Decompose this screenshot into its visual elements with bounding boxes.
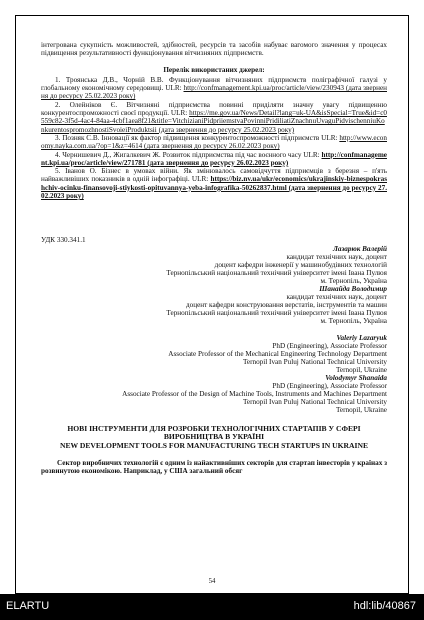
references-list [41,76,387,200]
author-affiliation: Ternopil Ivan Puluj National Technical University [243,357,387,366]
author-affiliation: Ternopil Ivan Puluj National Technical University [243,398,387,407]
intro-paragraph: інтегрована сукупність можливостей, здібностей, ресурсів та засобів набуває вагомого значення у процесах підвищення результативності функціонування вітчизняних підприємств. [41,41,387,58]
repository-footer-bar [0,594,424,620]
author-city: Ternopil, Ukraine [336,365,387,374]
author-name: Лазарюк Валерій [332,244,387,253]
author-block-en-1 [41,334,387,374]
reference-link[interactable]: http://confmanagement.kpi.ua/proc/article/view/271781 (дата звернення до ресурсу 26.02.2023 року) [41,150,387,167]
author-degree: кандидат технічних наук, доцент [286,252,387,261]
reference-link[interactable]: http://www.economy.nayka.com.ua/?op=1&z=4614 (дата звернення до ресурсу 26.02.2023 року) [41,133,387,151]
author-name: Шанайда Володимир [319,285,387,294]
reference-link[interactable]: http://confmanagement.kpi.ua/proc/article/view/230943 (дата звернення до ресурсу 25.02.2023 року) [41,84,387,101]
article-body-paragraph: Сектор виробничих технологій є одним із найактивніших секторів для стартап інвесторів у країнах з розвинутою економікою. Наприклад, у США загальний обсяг [41,458,387,476]
author-degree: кандидат технічних наук, доцент [286,293,387,302]
author-position: доцент кафедри інженерії у машинобудівних технологій [214,260,387,269]
reference-item: 1. Троянська Д.В., Чорній В.В. Функціонування вітчизняних підприємств поліграфічної галузі у глобальному економічному середовищі. ULR: http://confmanagement.kpi.ua/proc/article/view/230943 (дата звернення до ресурсу 25.02.2023 року) [41,75,387,101]
article-title [41,425,387,451]
author-affiliation: Тернопільський національний технічний університет імені Івана Пулюя [166,309,387,318]
author-name: Volodymyr Shanaida [325,374,387,383]
handle-identifier[interactable]: hdl:lib/40867 [353,600,416,612]
references-title: Перелік використаних джерел: [163,65,265,74]
reference-link[interactable]: https://biz.nv.ua/ukr/economics/ukrajinskiy-biznespokrashchiv-ocinku-finansovoji-stiykosti-opituvannya-yeba-infografika-50262837.html (дата звернення до ресурсу 27.02.2023 року) [41,175,387,201]
page-number: 54 [208,578,216,585]
reference-item: 3. Позняк С.В. Інновації як фактор підвищення конкурентоспроможності підприємств ULR: http://www.economy.nayka.com.ua/?op=1&z=4614 (дата звернення до ресурсу 26.02.2023 року) [41,133,387,151]
author-city: Ternopil, Ukraine [336,406,387,415]
author-block-en-2 [41,374,387,414]
author-degree: PhD (Engineering), Associate Professor [272,382,387,391]
article-title-ua: НОВІ ІНСТРУМЕНТИ ДЛЯ РОЗРОБКИ ТЕХНОЛОГІЧНИХ СТАРТАПІВ У СФЕРІ ВИРОБНИЦТВА В УКРАЇНІ [67,423,361,442]
author-city: м. Тернопіль, Україна [320,317,387,326]
author-city: м. Тернопіль, Україна [320,277,387,286]
article-title-en: NEW DEVELOPMENT TOOLS FOR MANUFACTURING TECH STARTUPS IN UKRAINE [59,441,369,451]
author-name: Valeriy Lazaryuk [336,333,387,342]
author-position: Associate Professor of the Design of Machine Tools, Instruments and Machines Department [122,390,387,399]
reference-item: 5. Іванов О. Бізнес в умовах війни. Як змінювалось самовідчуття підприємців з березня – п'ять найважливіших показників в одній інфографіці. ULR: https://biz.nv.ua/ukr/economics/ukrajinskiy-biznespokrashchiv-ocinku-finansovoji-stiykosti-opituvannya-yeba-infografika-50262837.html (дата звернення до ресурсу 27.02.2023 року) [41,167,387,201]
repository-name: ELARTU [6,600,50,612]
author-position: Associate Professor of the Mechanical Engineering Technology Department [168,349,387,358]
author-block-ua-2 [41,285,387,325]
author-block-ua-1 [41,245,387,285]
page-content [41,41,387,476]
document-page [15,15,409,594]
reference-item: 2. Олейніков Є. Вітчизняні підприємства повинні приділяти значну увагу підвищенню конкурентоспроможності своєї продукції. ULR: https://me.gov.ua/News/Detail?lang=uk-UA&isSpecial=True&id=c0559c82-3f5d-4ac4-84aa-4cbf1aea8f21&title=VitchizianiPidpriiemstvaPovinniPridiliatiZnachnuUvaguPidvischenniuKonkurentospromozhnostiSvoieiProduktsii (дата звернення до ресурсу 25.02.2023 року) [41,100,387,134]
udk-code: УДК 330.341.1 [41,236,86,245]
author-degree: PhD (Engineering), Associate Professor [272,341,387,350]
author-position: доцент кафедри конструювання верстатів, інструментів та машин [185,301,387,310]
author-affiliation: Тернопільський національний технічний університет імені Івана Пулюя [166,268,387,277]
reference-link[interactable]: https://me.gov.ua/News/Detail?lang=uk-UA&isSpecial=True&id=c0559c82-3f5d-4ac4-84aa-4cbf1aea8f21&title=VitchizianiPidpriiemstvaPovinniPridiliatiZnachnuUvaguPidvischenniuKonkurentospromozhnostiSvoieiProduktsii (дата звернення до ресурсу 25.02.2023 року) [41,109,387,134]
reference-item: 4. Чернишевич Д., Жигалкевич Ж. Розвиток підприємства під час воєнного часу ULR: http://confmanagement.kpi.ua/proc/article/view/271781 (дата звернення до ресурсу 26.02.2023 року) [41,150,387,167]
